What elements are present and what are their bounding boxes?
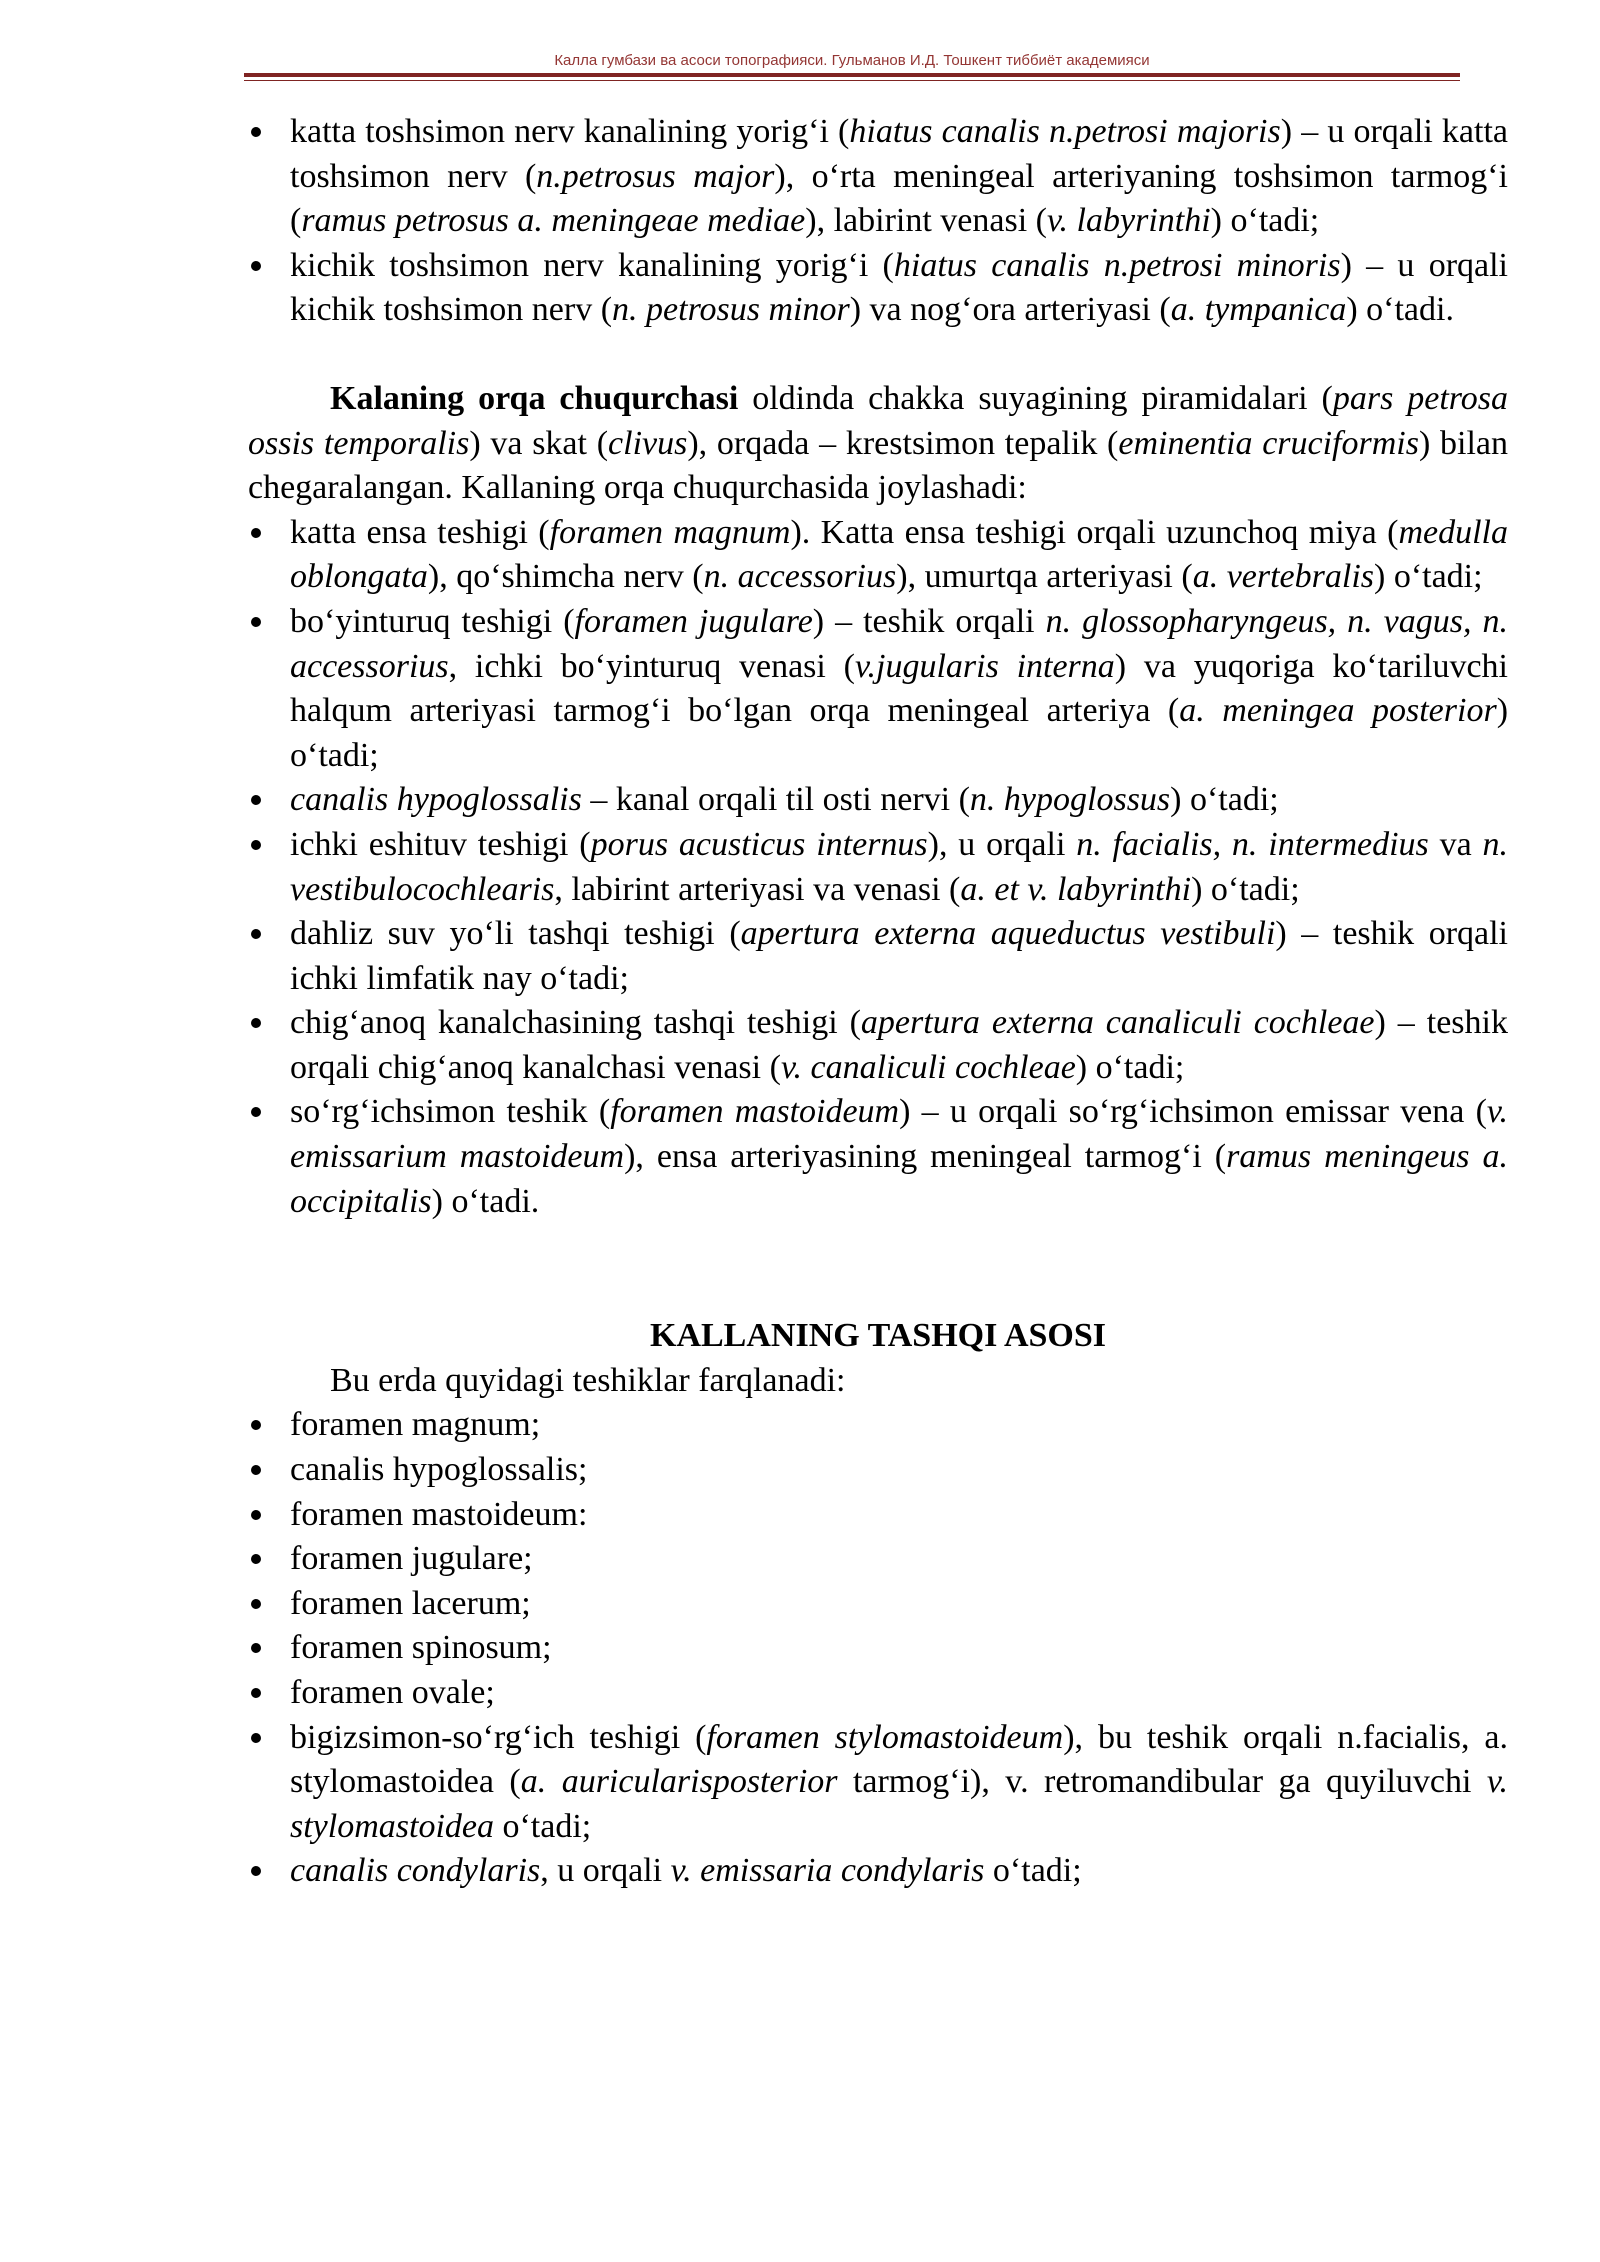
section-heading: KALLANING TASHQI ASOSI — [650, 1317, 1106, 1355]
list-item: foramen magnum; — [248, 1403, 1508, 1448]
list-item: kichik toshsimon nerv kanalining yorig‘i (hiatus canalis n.petrosi minoris) – u orqali kichik toshsimon nerv (n. petrosus minor) va nog‘ora arteriyasi (a. tympanica) o‘tadi. — [248, 244, 1508, 333]
bullet-list-external-base — [248, 1403, 1508, 1894]
body-text — [248, 110, 1508, 1894]
bullet-list-posterior-fossa — [248, 511, 1508, 1225]
bullet-list-petrous — [248, 110, 1508, 333]
list-item: katta toshsimon nerv kanalining yorig‘i (hiatus canalis n.petrosi majoris) – u orqali katta toshsimon nerv (n.petrosus major), o‘rta meningeal arteriyaning toshsimon tarmog‘i (ramus petrosus a. meningeae mediae), labirint venasi (v. labyrinthi) o‘tadi; — [248, 110, 1508, 244]
list-item: bo‘yinturuq teshigi (foramen jugulare) – teshik orqali n. glossopharyngeus, n. vagus, n. accessorius, ichki bo‘yinturuq venasi (v.jugularis interna) va yuqoriga ko‘tariluvchi halqum arteriyasi tarmog‘i bo‘lgan orqa meningeal arteriya (a. meningea posterior) o‘tadi; — [248, 600, 1508, 778]
list-item: canalis condylaris, u orqali v. emissaria condylaris o‘tadi; — [248, 1849, 1508, 1894]
header-rule-thin — [244, 80, 1460, 81]
list-item: foramen ovale; — [248, 1671, 1508, 1716]
list-item: foramen jugulare; — [248, 1537, 1508, 1582]
paragraph-posterior-fossa: Kalaning orqa chuqurchasi oldinda chakka suyagining piramidalari (pars petrosa ossis temporalis) va skat (clivus), orqada – krestsimon tepalik (eminentia cruciformis) bilan chegaralangan. Kallaning orqa chuqurchasida joylashadi: — [248, 379, 1509, 507]
header-rule-thick — [244, 73, 1460, 77]
list-item: chig‘anoq kanalchasining tashqi teshigi (apertura externa canaliculi cochleae) – teshik orqali chig‘anoq kanalchasi venasi (v. canaliculi cochleae) o‘tadi; — [248, 1001, 1508, 1090]
list-item: canalis hypoglossalis – kanal orqali til osti nervi (n. hypoglossus) o‘tadi; — [248, 778, 1508, 823]
list-item: dahliz suv yo‘li tashqi teshigi (apertura externa aqueductus vestibuli) – teshik orqali ichki limfatik nay o‘tadi; — [248, 912, 1508, 1001]
list-item: foramen mastoideum: — [248, 1493, 1508, 1538]
list-item: canalis hypoglossalis; — [248, 1448, 1508, 1493]
list-item: katta ensa teshigi (foramen magnum). Katta ensa teshigi orqali uzunchoq miya (medulla oblongata), qo‘shimcha nerv (n. accessorius), umurtqa arteriyasi (a. vertebralis) o‘tadi; — [248, 511, 1508, 600]
list-item: so‘rg‘ichsimon teshik (foramen mastoideum) – u orqali so‘rg‘ichsimon emissar vena (v. emissarium mastoideum), ensa arteriyasining meningeal tarmog‘i (ramus meningeus a. occipitalis) o‘tadi. — [248, 1090, 1508, 1224]
list-item: bigizsimon-so‘rg‘ich teshigi (foramen stylomastoideum), bu teshik orqali n.facialis, a. stylomastoidea (a. auricularisposterior tarmog‘i), v. retromandibular ga quyiluvchi v. stylomastoidea o‘tadi; — [248, 1716, 1508, 1850]
spacer — [248, 1224, 1508, 1314]
list-item: foramen lacerum; — [248, 1582, 1508, 1627]
list-item: ichki eshituv teshigi (porus acusticus internus), u orqali n. facialis, n. intermedius va n. vestibulocochlearis, labirint arteriyasi va venasi (a. et v. labyrinthi) o‘tadi; — [248, 823, 1508, 912]
running-header: Калла гумбази ва асоси топографияси. Гульманов И.Д. Тошкент тиббиёт академияси — [554, 52, 1150, 69]
section-intro: Bu erda quyidagi teshiklar farqlanadi: — [330, 1361, 846, 1399]
spacer — [248, 333, 1508, 377]
list-item: foramen spinosum; — [248, 1626, 1508, 1671]
